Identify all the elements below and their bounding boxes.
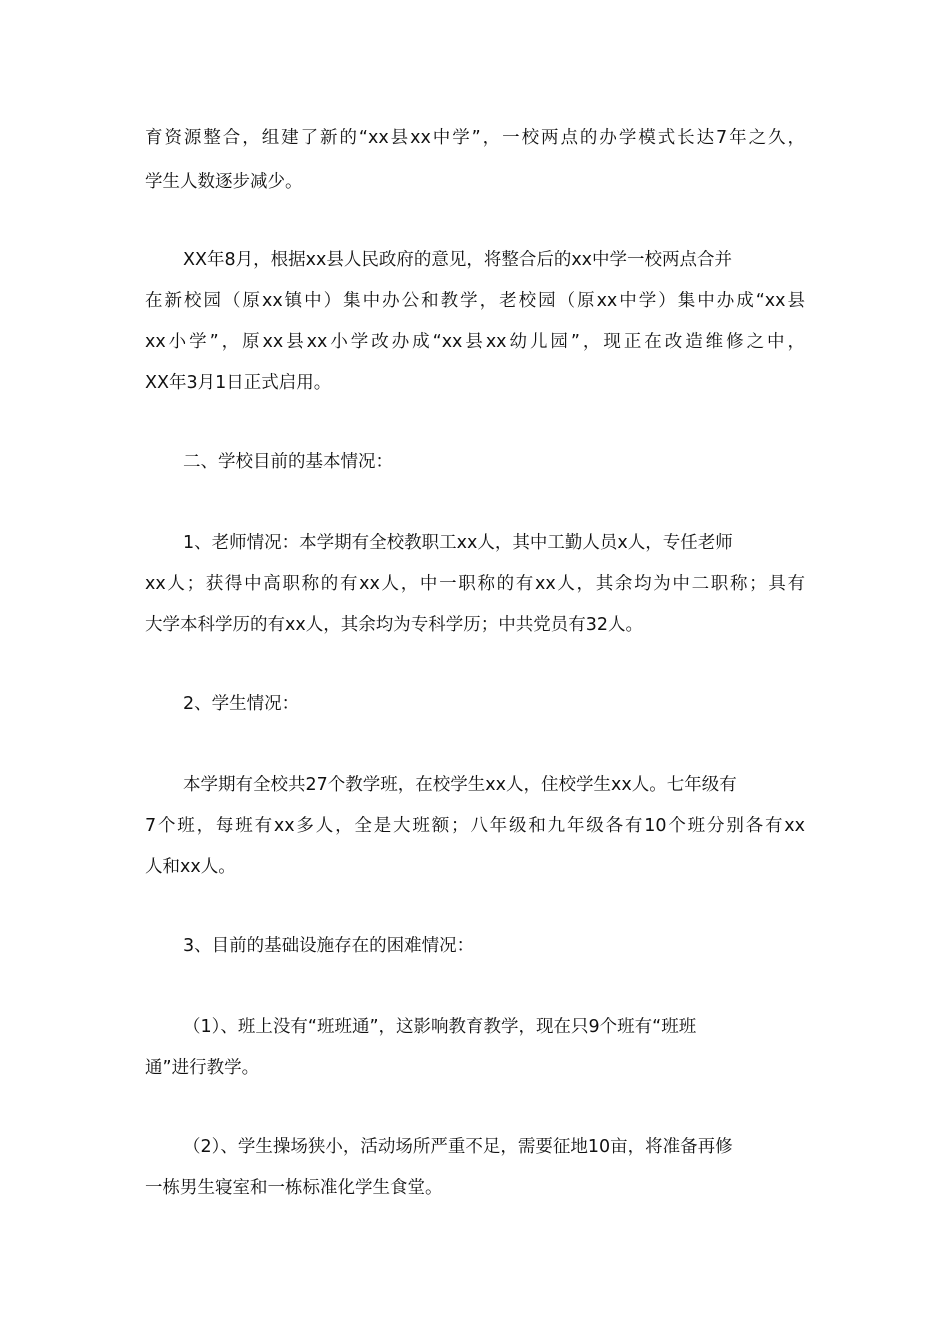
paragraph-2-line-1: XX年8月，根据xx县人民政府的意见，将整合后的xx中学一校两点合并 — [183, 250, 733, 270]
subheading-students: 2、学生情况： — [183, 694, 300, 714]
paragraph-teachers-line-1: 1、老师情况：本学期有全校教职工xx人，其中工勤人员x人，专任老师 — [183, 533, 733, 553]
section-heading-basic-situation: 二、学校目前的基本情况： — [183, 452, 393, 472]
subheading-infrastructure: 3、目前的基础设施存在的困难情况： — [183, 936, 475, 956]
item-2-line-2: 一栋男生寝室和一栋标准化学生食堂。 — [145, 1178, 443, 1198]
paragraph-2-line-4: XX年3月1日正式启用。 — [145, 373, 332, 393]
paragraph-1-line-1: 育资源整合，组建了新的“xx县xx中学”，一校两点的办学模式长达7年之久， — [145, 128, 805, 148]
paragraph-2-line-2: 在新校园（原xx镇中）集中办公和教学，老校园（原xx中学）集中办成“xx县 — [145, 291, 805, 311]
paragraph-students-line-2: 7个班，每班有xx多人，全是大班额；八年级和九年级各有10个班分别各有xx — [145, 816, 805, 836]
paragraph-teachers-line-3: 大学本科学历的有xx人，其余均为专科学历；中共党员有32人。 — [145, 615, 643, 635]
paragraph-teachers-line-2: xx人；获得中高职称的有xx人，中一职称的有xx人，其余均为中二职称；具有 — [145, 574, 805, 594]
item-1-line-2: 通”进行教学。 — [145, 1058, 260, 1078]
paragraph-1-line-2: 学生人数逐步减少。 — [145, 172, 303, 192]
paragraph-students-line-1: 本学期有全校共27个教学班，在校学生xx人，住校学生xx人。七年级有 — [183, 775, 737, 795]
paragraph-2-line-3: xx小学”，原xx县xx小学改办成“xx县xx幼儿园”，现正在改造维修之中， — [145, 332, 805, 352]
paragraph-students-line-3: 人和xx人。 — [145, 857, 236, 877]
item-2-line-1: （2）、学生操场狭小，活动场所严重不足，需要征地10亩，将准备再修 — [183, 1137, 733, 1157]
item-1-line-1: （1）、班上没有“班班通”，这影响教育教学，现在只9个班有“班班 — [183, 1017, 697, 1037]
